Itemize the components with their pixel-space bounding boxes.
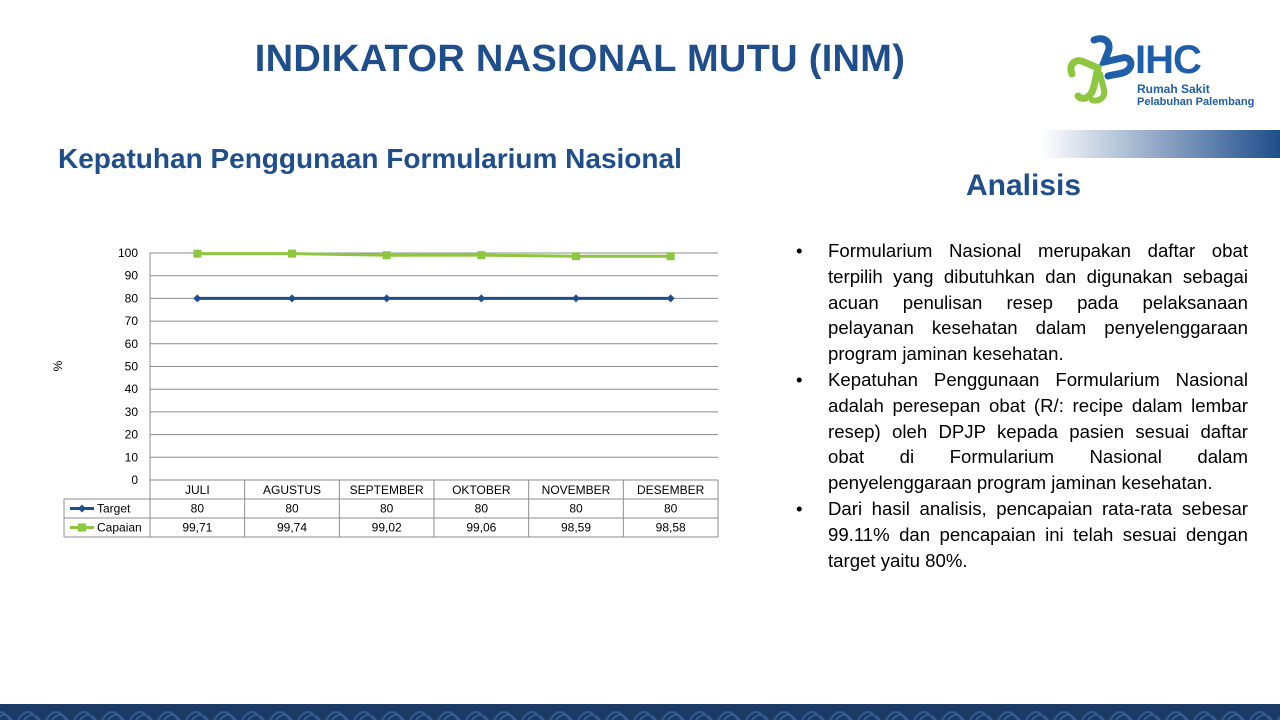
legend-label: Capaian [97, 520, 142, 535]
wave-stroke [858, 712, 880, 720]
y-tick-label: 20 [124, 427, 138, 442]
analysis-list [796, 238, 1248, 573]
data-label: 80 [190, 501, 205, 516]
y-tick-label: 50 [124, 359, 138, 374]
wave-pattern-icon [0, 704, 1280, 720]
wave-stroke [634, 712, 656, 720]
chart-section-title: Kepatuhan Penggunaan Formularium Nasional [58, 143, 682, 174]
data-label: 99,06 [466, 520, 497, 535]
logo-name: IHC [1135, 38, 1201, 82]
wave-stroke [970, 712, 992, 720]
wave-stroke [18, 712, 40, 720]
logo-line2: Pelabuhan Palembang [1137, 96, 1255, 108]
data-point [193, 294, 201, 302]
data-label: 80 [569, 501, 583, 516]
wave-stroke [774, 712, 796, 720]
wave-stroke [802, 712, 824, 720]
data-label: 99,02 [371, 520, 402, 535]
wave-stroke [46, 712, 68, 720]
wave-stroke [1082, 712, 1104, 720]
legend-marker [78, 524, 86, 532]
wave-stroke [410, 712, 432, 720]
cross-leaf-icon [1064, 34, 1136, 106]
wave-stroke [550, 712, 572, 720]
legend-label: Target [97, 501, 131, 516]
y-tick-label: 0 [131, 473, 138, 487]
x-tick-label: OKTOBER [452, 483, 511, 497]
data-label: 99,74 [276, 520, 308, 535]
wave-stroke [326, 712, 348, 720]
wave-stroke [998, 712, 1020, 720]
analysis-bullet [796, 238, 1248, 367]
data-label: 80 [474, 501, 489, 516]
y-axis-label: % [51, 360, 65, 372]
data-label: 80 [379, 501, 394, 516]
wave-stroke [1166, 712, 1188, 720]
wave-stroke [886, 712, 908, 720]
wave-stroke [466, 712, 488, 720]
wave-stroke [1194, 712, 1216, 720]
bullet-icon: • [796, 368, 803, 390]
data-point [288, 294, 296, 302]
analysis-title: Analisis [966, 169, 1082, 202]
x-tick-label: SEPTEMBER [349, 483, 424, 497]
y-tick-label: 60 [124, 336, 138, 351]
wave-stroke [214, 712, 236, 720]
bullet-icon: • [796, 497, 803, 519]
wave-stroke [158, 712, 180, 720]
wave-stroke [606, 712, 628, 720]
line-chart [40, 236, 730, 546]
data-point [572, 252, 580, 260]
wave-stroke [1138, 712, 1160, 720]
legend-marker [78, 505, 86, 513]
y-tick-label: 90 [124, 268, 138, 283]
wave-stroke [718, 712, 740, 720]
y-tick-label: 30 [124, 404, 138, 419]
wave-stroke [690, 712, 712, 720]
wave-stroke [1026, 712, 1048, 720]
x-tick-label: AGUSTUS [262, 483, 322, 497]
y-tick-label: 40 [124, 382, 138, 397]
x-tick-label: JULI [184, 483, 210, 497]
data-label: 98,58 [655, 520, 686, 535]
wave-stroke [298, 712, 320, 720]
wave-stroke [0, 712, 12, 720]
data-label: 80 [663, 501, 678, 516]
wave-stroke [74, 712, 96, 720]
series-line-capaian [197, 254, 670, 257]
wave-stroke [1250, 712, 1272, 720]
data-point [193, 250, 201, 258]
wave-stroke [130, 712, 152, 720]
logo-line1: Rumah Sakit [1137, 82, 1210, 96]
footer-pattern [0, 704, 1280, 720]
wave-stroke [830, 712, 852, 720]
wave-stroke [522, 712, 544, 720]
wave-stroke [382, 712, 404, 720]
data-point [572, 294, 580, 302]
wave-stroke [914, 712, 936, 720]
data-point [383, 294, 391, 302]
data-point [667, 294, 675, 302]
data-label: 99,71 [182, 520, 213, 535]
analysis-bullet-text: Formularium Nasional merupakan daftar obat terpilih yang dibutuhkan dan digunakan sebagai acuan penulisan resep pada pelaksanaan pelayanan kesehatan dalam penyelenggaraan program jaminan kesehatan. [828, 240, 1248, 365]
wave-stroke [186, 712, 208, 720]
wave-stroke [662, 712, 684, 720]
header-gradient-bar [1040, 130, 1280, 158]
data-point [288, 250, 296, 258]
wave-stroke [942, 712, 964, 720]
y-tick-label: 70 [124, 314, 138, 329]
x-tick-label: NOVEMBER [541, 483, 611, 497]
wave-stroke [102, 712, 124, 720]
wave-stroke [1110, 712, 1132, 720]
y-tick-label: 10 [124, 450, 138, 465]
wave-stroke [578, 712, 600, 720]
data-label: 80 [285, 501, 299, 516]
data-label: 98,59 [560, 520, 592, 535]
bullet-icon: • [796, 240, 803, 261]
wave-stroke [270, 712, 292, 720]
wave-stroke [438, 712, 460, 720]
wave-stroke [354, 712, 376, 720]
wave-stroke [1054, 712, 1076, 720]
data-point [477, 294, 485, 302]
x-tick-label: DESEMBER [636, 483, 705, 497]
y-tick-label: 80 [124, 291, 138, 306]
data-point [477, 251, 485, 259]
wave-stroke [242, 712, 264, 720]
data-point [667, 252, 675, 260]
wave-stroke [1222, 712, 1244, 720]
y-tick-label: 100 [117, 246, 138, 260]
wave-stroke [746, 712, 768, 720]
analysis-bullet-text: Kepatuhan Penggunaan Formularium Nasional adalah peresepan obat (R/: recipe dalam lembar resep) oleh DPJP kepada pasien sesuai daftar obat di Formularium Nasional dalam penyelenggaraan program jaminan kesehatan. [828, 368, 1248, 494]
analysis-bullet [796, 496, 1248, 573]
analysis-bullet-text: Dari hasil analisis, pencapaian rata-rata sebesar 99.11% dan pencapaian ini telah sesuai dengan target yaitu 80%. [828, 497, 1248, 571]
analysis-bullet [796, 367, 1248, 496]
data-point [383, 251, 391, 259]
chart-svg [40, 236, 730, 546]
page-title: INDIKATOR NASIONAL MUTU (INM) [254, 38, 906, 80]
wave-stroke [494, 712, 516, 720]
